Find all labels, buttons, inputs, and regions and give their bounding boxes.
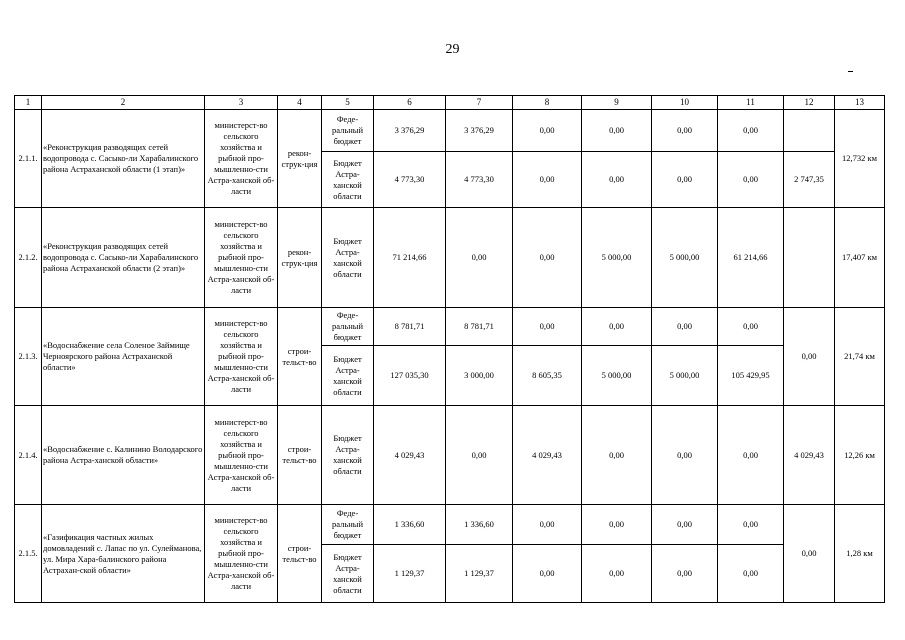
value-cell: 1 129,37 xyxy=(374,545,446,603)
length-cell: 12,732 км xyxy=(835,110,885,208)
value-cell: 0,00 xyxy=(784,505,835,603)
value-cell: 71 214,66 xyxy=(374,208,446,308)
project-name: «Реконструкция разводящих сетей водопровода с. Сасыко-ли Харабалинского района Астраханской области (2 этап)» xyxy=(42,208,205,308)
value-cell: 0,00 xyxy=(513,505,582,545)
responsible-org: министерст-во сельского хозяйства и рыбной про-мышленно-сти Астра-ханской об-ласти xyxy=(205,308,278,406)
responsible-org: министерст-во сельского хозяйства и рыбной про-мышленно-сти Астра-ханской об-ласти xyxy=(205,406,278,505)
value-cell: 0,00 xyxy=(718,110,784,152)
value-cell: 1 129,37 xyxy=(446,545,513,603)
funding-source: Бюджет Астра-ханской области xyxy=(322,545,374,603)
value-cell: 0,00 xyxy=(784,308,835,406)
funding-source: Бюджет Астра-ханской области xyxy=(322,406,374,505)
header-cell: 11 xyxy=(718,96,784,110)
value-cell: 105 429,95 xyxy=(718,346,784,406)
header-cell: 4 xyxy=(278,96,322,110)
funding-source: Бюджет Астра-ханской области xyxy=(322,208,374,308)
length-cell: 17,407 км xyxy=(835,208,885,308)
value-cell: 5 000,00 xyxy=(582,208,652,308)
value-cell: 8 781,71 xyxy=(446,308,513,346)
table-row xyxy=(15,505,885,545)
row-id: 2.1.3. xyxy=(15,308,42,406)
work-type: строи-тельст-во xyxy=(278,505,322,603)
value-cell: 1 336,60 xyxy=(446,505,513,545)
header-cell: 7 xyxy=(446,96,513,110)
value-cell xyxy=(784,110,835,152)
value-cell: 4 773,30 xyxy=(446,152,513,208)
responsible-org: министерст-во сельского хозяйства и рыбной про-мышленно-сти Астра-ханской об-ласти xyxy=(205,208,278,308)
responsible-org: министерст-во сельского хозяйства и рыбной про-мышленно-сти Астра-ханской об-ласти xyxy=(205,110,278,208)
value-cell: 0,00 xyxy=(652,505,718,545)
value-cell: 0,00 xyxy=(718,545,784,603)
header-cell: 1 xyxy=(15,96,42,110)
value-cell: 8 605,35 xyxy=(513,346,582,406)
table-row xyxy=(15,406,885,505)
value-cell xyxy=(784,208,835,308)
value-cell: 3 376,29 xyxy=(374,110,446,152)
header-cell: 10 xyxy=(652,96,718,110)
header-cell: 3 xyxy=(205,96,278,110)
header-cell: 6 xyxy=(374,96,446,110)
value-cell: 0,00 xyxy=(652,110,718,152)
value-cell: 0,00 xyxy=(446,208,513,308)
value-cell: 0,00 xyxy=(652,152,718,208)
value-cell: 0,00 xyxy=(652,308,718,346)
value-cell: 0,00 xyxy=(582,545,652,603)
value-cell: 4 029,43 xyxy=(784,406,835,505)
value-cell: 0,00 xyxy=(718,505,784,545)
header-cell: 13 xyxy=(835,96,885,110)
row-id: 2.1.4. xyxy=(15,406,42,505)
project-name: «Реконструкция разводящих сетей водопровода с. Сасыко-ли Харабалинского района Астраханской области (1 этап)» xyxy=(42,110,205,208)
page-number: 29 xyxy=(445,42,460,57)
row-id: 2.1.2. xyxy=(15,208,42,308)
value-cell: 4 773,30 xyxy=(374,152,446,208)
value-cell: 0,00 xyxy=(446,406,513,505)
value-cell: 0,00 xyxy=(652,545,718,603)
header-row xyxy=(15,96,885,110)
value-cell: 0,00 xyxy=(513,308,582,346)
value-cell: 0,00 xyxy=(718,152,784,208)
value-cell: 0,00 xyxy=(582,152,652,208)
header-cell: 5 xyxy=(322,96,374,110)
header-cell: 8 xyxy=(513,96,582,110)
funding-source: Феде-ральный бюджет xyxy=(322,505,374,545)
value-cell: 0,00 xyxy=(582,406,652,505)
value-cell: 3 376,29 xyxy=(446,110,513,152)
value-cell: 8 781,71 xyxy=(374,308,446,346)
length-cell: 12,26 км xyxy=(835,406,885,505)
table-row xyxy=(15,208,885,308)
value-cell: 2 747,35 xyxy=(784,152,835,208)
funding-source: Бюджет Астра-ханской области xyxy=(322,346,374,406)
value-cell: 0,00 xyxy=(582,110,652,152)
value-cell: 0,00 xyxy=(513,208,582,308)
work-type: строи-тельст-во xyxy=(278,308,322,406)
value-cell: 0,00 xyxy=(718,308,784,346)
value-cell: 0,00 xyxy=(513,110,582,152)
value-cell: 0,00 xyxy=(582,308,652,346)
value-cell: 127 035,30 xyxy=(374,346,446,406)
scan-mark xyxy=(848,71,853,72)
work-type: строи-тельст-во xyxy=(278,406,322,505)
value-cell: 61 214,66 xyxy=(718,208,784,308)
project-name: «Газификация частных жилых домовладений с. Лапас по ул. Сулейманова, ул. Мира Хара-балинского района Астрахан-ской области» xyxy=(42,505,205,603)
table-row xyxy=(15,110,885,152)
value-cell: 4 029,43 xyxy=(374,406,446,505)
value-cell: 0,00 xyxy=(718,406,784,505)
header-cell: 2 xyxy=(42,96,205,110)
program-table xyxy=(14,95,885,603)
project-name: «Водоснабжение села Соленое Займище Черноярского района Астраханской области» xyxy=(42,308,205,406)
value-cell: 4 029,43 xyxy=(513,406,582,505)
work-type: рекон-струк-ция xyxy=(278,110,322,208)
value-cell: 0,00 xyxy=(513,152,582,208)
work-type: рекон-струк-ция xyxy=(278,208,322,308)
value-cell: 5 000,00 xyxy=(582,346,652,406)
project-name: «Водоснабжение с. Калинино Володарского района Астра-ханской области» xyxy=(42,406,205,505)
value-cell: 0,00 xyxy=(582,505,652,545)
value-cell: 5 000,00 xyxy=(652,208,718,308)
funding-source: Бюджет Астра-ханской области xyxy=(322,152,374,208)
table-row xyxy=(15,308,885,346)
row-id: 2.1.1. xyxy=(15,110,42,208)
value-cell: 0,00 xyxy=(652,406,718,505)
value-cell: 0,00 xyxy=(513,545,582,603)
value-cell: 5 000,00 xyxy=(652,346,718,406)
length-cell: 1,28 км xyxy=(835,505,885,603)
value-cell: 1 336,60 xyxy=(374,505,446,545)
length-cell: 21,74 км xyxy=(835,308,885,406)
funding-source: Феде-ральный бюджет xyxy=(322,110,374,152)
header-cell: 9 xyxy=(582,96,652,110)
value-cell: 3 000,00 xyxy=(446,346,513,406)
row-id: 2.1.5. xyxy=(15,505,42,603)
responsible-org: министерст-во сельского хозяйства и рыбной про-мышленно-сти Астра-ханской об-ласти xyxy=(205,505,278,603)
funding-source: Феде-ральный бюджет xyxy=(322,308,374,346)
header-cell: 12 xyxy=(784,96,835,110)
